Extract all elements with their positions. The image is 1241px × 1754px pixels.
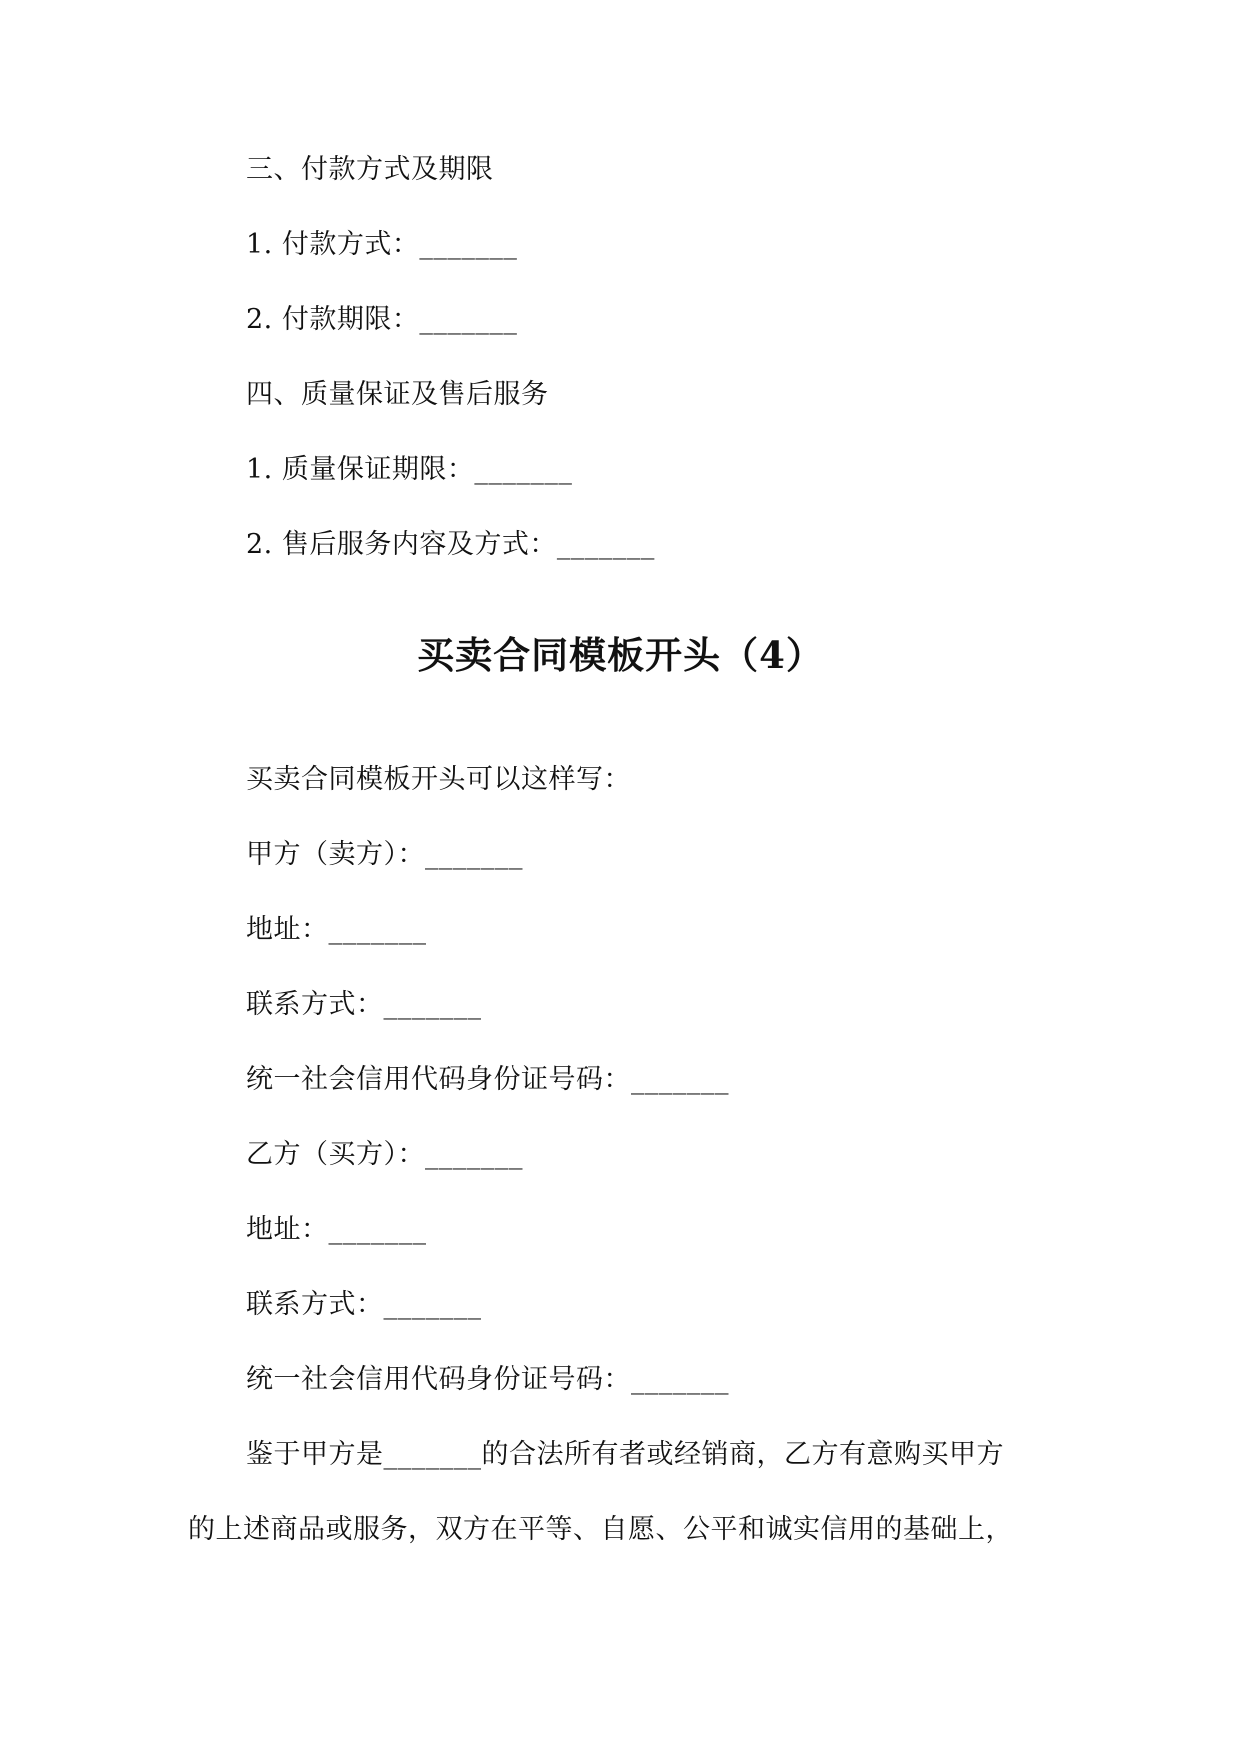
section-heading-quality: 四、质量保证及售后服务 [246, 379, 549, 410]
party-b-address-line: 地址：_______ [246, 1214, 427, 1245]
payment-term-line: 2. 付款期限：_______ [246, 304, 518, 335]
paragraph-line-2: 的上述商品或服务，双方在平等、自愿、公平和诚实信用的基础上， [188, 1514, 1013, 1545]
section-heading-payment: 三、付款方式及期限 [246, 154, 494, 185]
quality-term-line: 1. 质量保证期限：_______ [246, 454, 573, 485]
payment-method-line: 1. 付款方式：_______ [246, 229, 518, 260]
after-sales-line: 2. 售后服务内容及方式：_______ [246, 529, 655, 560]
page-title: 买卖合同模板开头（4） [417, 633, 824, 677]
party-b-id-line: 统一社会信用代码身份证号码：_______ [246, 1364, 729, 1395]
party-a-line: 甲方（卖方）：_______ [246, 839, 523, 870]
party-a-contact-line: 联系方式：_______ [246, 989, 482, 1020]
party-b-contact-line: 联系方式：_______ [246, 1289, 482, 1320]
party-a-id-line: 统一社会信用代码身份证号码：_______ [246, 1064, 729, 1095]
paragraph-line-1: 鉴于甲方是_______的合法所有者或经销商，乙方有意购买甲方 [246, 1439, 1004, 1470]
party-a-address-line: 地址：_______ [246, 914, 427, 945]
party-b-line: 乙方（买方）：_______ [246, 1139, 523, 1170]
intro-line: 买卖合同模板开头可以这样写： [246, 764, 631, 795]
